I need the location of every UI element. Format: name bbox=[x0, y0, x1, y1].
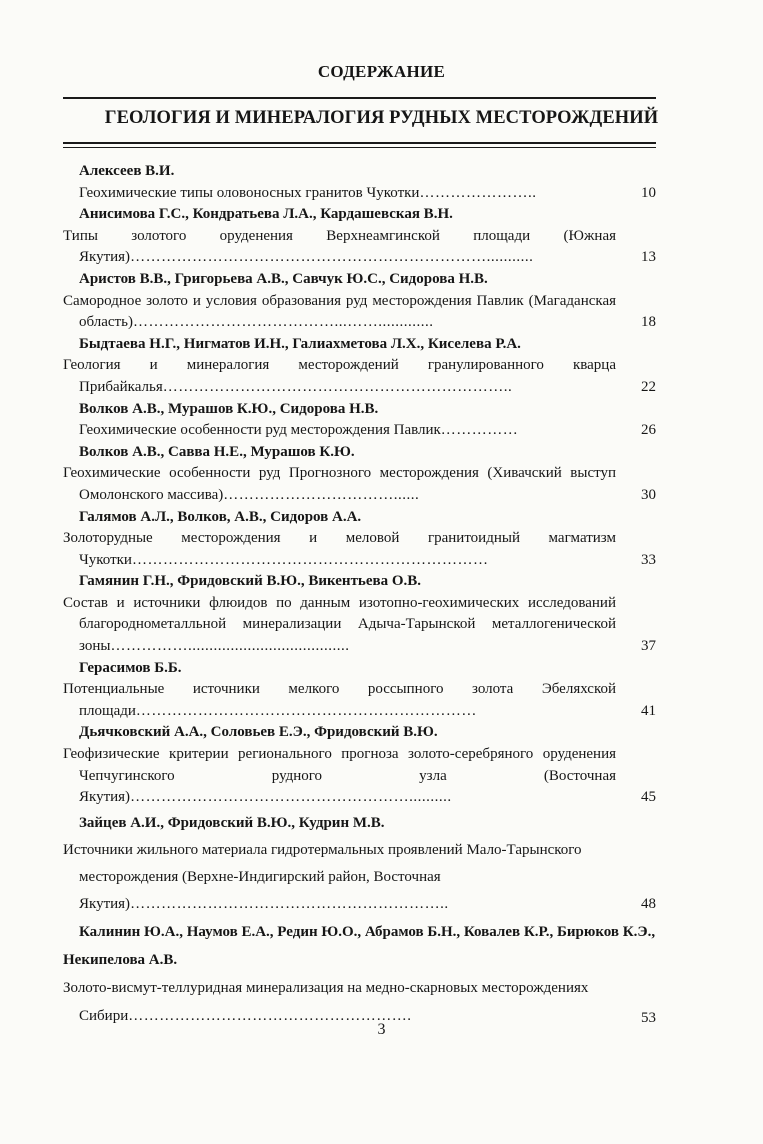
entry-page: 33 bbox=[641, 551, 656, 568]
entry-authors: Гамянин Г.Н., Фридовский В.Ю., Викентьева О.В. bbox=[79, 573, 422, 590]
entry-page: 53 bbox=[641, 1010, 656, 1027]
entry-page: 18 bbox=[641, 314, 656, 331]
entry-authors: Калинин Ю.А., Наумов Е.А., Редин Ю.О., Абрамов Б.Н., Ковалев К.Р., Бирюков К.Э., Некипелова А.В. bbox=[63, 923, 656, 968]
page-title: СОДЕРЖАНИЕ bbox=[317, 62, 446, 81]
entry-authors: Волков А.В., Мурашов К.Ю., Сидорова Н.В. bbox=[79, 400, 379, 417]
entry-page: 10 bbox=[641, 184, 656, 201]
entry-title: Потенциальные источники мелкого россыпного золота Эбеляхской площади bbox=[63, 681, 616, 719]
entry-title: Геохимические особенности руд месторождения Павлик bbox=[79, 422, 441, 439]
entry-title: Источники жильного материала гидротермальных проявлений Мало-Тарынского месторождения (Верхне-Индигирский район, Восточная Якутия) bbox=[63, 841, 582, 912]
entry-title: Золото-висмут-теллуридная минерализация на медно-скарновых месторождениях Сибири bbox=[63, 979, 589, 1024]
entry-title: Геофизические критерии регионального прогноза золото-серебряного оруденения Чепчугинского рудного узла (Восточная Якутия) bbox=[63, 746, 616, 806]
entry-authors: Герасимов Б.Б. bbox=[79, 659, 182, 676]
toc-entry: Быдтаева Н.Г., Нигматов И.Н., Галиахметова Л.Х., Киселева Р.А. Геология и минералогия месторождений гранулированного кварца Прибайкалья………………………………………………………….. 22 bbox=[63, 334, 656, 399]
toc-entry: Гамянин Г.Н., Фридовский В.Ю., Викентьева О.В. Состав и источники флюидов по данным изотопно-геохимических исследований благороднометалльной минерализации Адыча-Тарынской металлогенической зоны……………...................................... 37 bbox=[63, 571, 656, 657]
entry-title: Геохимические типы оловоносных гранитов Чукотки bbox=[79, 184, 420, 201]
entry-authors: Аристов В.В., Григорьева А.В., Савчук Ю.С., Сидорова Н.В. bbox=[79, 270, 488, 287]
toc-entry: Волков А.В., Савва Н.Е., Мурашов К.Ю. Геохимические особенности руд Прогнозного месторождения (Хивачский выступ Омолонского массива)……………………………...... 30 bbox=[63, 442, 656, 507]
entry-authors: Алексеев В.И. bbox=[79, 163, 175, 179]
section-rule-top bbox=[63, 142, 656, 144]
toc-entry: Дьячковский А.А., Соловьев Е.Э., Фридовский В.Ю. Геофизические критерии регионального прогноза золото-серебряного оруденения Чепчугинского рудного узла (Восточная Якутия)……………………………………………….......... 45 bbox=[63, 722, 656, 808]
entry-page: 41 bbox=[641, 702, 656, 719]
entry-title: Золоторудные месторождения и меловой гранитоидный магматизм Чукотки bbox=[63, 530, 616, 568]
entry-authors: Дьячковский А.А., Соловьев Е.Э., Фридовский В.Ю. bbox=[79, 724, 438, 741]
entry-page: 22 bbox=[641, 378, 656, 395]
entry-page: 30 bbox=[641, 486, 656, 503]
section-rule-bottom bbox=[63, 147, 656, 148]
entry-title: Самородное золото и условия образования руд месторождения Павлик (Магаданская область) bbox=[63, 292, 616, 331]
section-title: ГЕОЛОГИЯ И МИНЕРАЛОГИЯ РУДНЫХ МЕСТОРОЖДЕНИЙ bbox=[104, 108, 659, 128]
header-rule bbox=[63, 97, 656, 99]
entry-page: 48 bbox=[641, 895, 656, 912]
page-number: 3 bbox=[377, 1021, 386, 1038]
entry-authors: Зайцев А.И., Фридовский В.Ю., Кудрин М.В. bbox=[79, 814, 385, 831]
entry-title: Геология и минералогия месторождений гранулированного кварца Прибайкалья bbox=[63, 357, 616, 395]
toc-entry: Анисимова Г.С., Кондратьева Л.А., Кардашевская В.Н. Типы золотого оруденения Верхнеамгинской площади (Южная Якутия)……………………………………………………………........... 13 bbox=[63, 204, 656, 269]
entry-authors: Быдтаева Н.Г., Нигматов И.Н., Галиахметова Л.Х., Киселева Р.А. bbox=[79, 335, 521, 352]
toc-entry: Зайцев А.И., Фридовский В.Ю., Кудрин М.В. Источники жильного материала гидротермальных проявлений Мало-Тарынского месторождения (Верхне-Индигирский район, Восточная Якутия)…………………………………………………….. 48 bbox=[63, 809, 656, 918]
toc-entry: Калинин Ю.А., Наумов Е.А., Редин Ю.О., Абрамов Б.Н., Ковалев К.Р., Бирюков К.Э., Некипелова А.В. Золото-висмут-теллуридная минерализация на медно-скарновых месторождениях Сибири………………………………………………. 53 bbox=[63, 918, 656, 1030]
entry-authors: Анисимова Г.С., Кондратьева Л.А., Кардашевская В.Н. bbox=[79, 206, 453, 223]
entry-page: 26 bbox=[641, 422, 656, 439]
toc-entry: Волков А.В., Мурашов К.Ю., Сидорова Н.В. Геохимические особенности руд месторождения Павлик…………… 26 bbox=[63, 399, 656, 442]
entry-page: 37 bbox=[641, 638, 656, 655]
toc-entry: Герасимов Б.Б. Потенциальные источники мелкого россыпного золота Эбеляхской площади………………………………………………………… 41 bbox=[63, 658, 656, 723]
entry-title: Геохимические особенности руд Прогнозного месторождения (Хивачский выступ Омолонского массива) bbox=[63, 465, 616, 503]
entry-page: 13 bbox=[641, 249, 656, 266]
toc-entry: Аристов В.В., Григорьева А.В., Савчук Ю.С., Сидорова Н.В. Самородное золото и условия образования руд месторождения Павлик (Магаданская область)…………………………………...……............. 18 bbox=[63, 269, 656, 334]
toc-entry: Алексеев В.И. Геохимические типы оловоносных гранитов Чукотки………………….. 10 bbox=[63, 161, 656, 204]
entry-authors: Волков А.В., Савва Н.Е., Мурашов К.Ю. bbox=[79, 443, 355, 460]
entry-authors: Галямов А.Л., Волков, А.В., Сидоров А.А. bbox=[79, 508, 362, 525]
entry-page: 45 bbox=[641, 789, 656, 806]
toc-entry: Галямов А.Л., Волков, А.В., Сидоров А.А. Золоторудные месторождения и меловой гранитоидный магматизм Чукотки…………………………………………………………… 33 bbox=[63, 507, 656, 572]
table-of-contents bbox=[63, 161, 656, 1030]
entry-title: Типы золотого оруденения Верхнеамгинской площади (Южная Якутия) bbox=[63, 227, 616, 266]
entry-title: Состав и источники флюидов по данным изотопно-геохимических исследований благороднометалльной минерализации Адыча-Тарынской металлогенической зоны bbox=[63, 594, 616, 655]
